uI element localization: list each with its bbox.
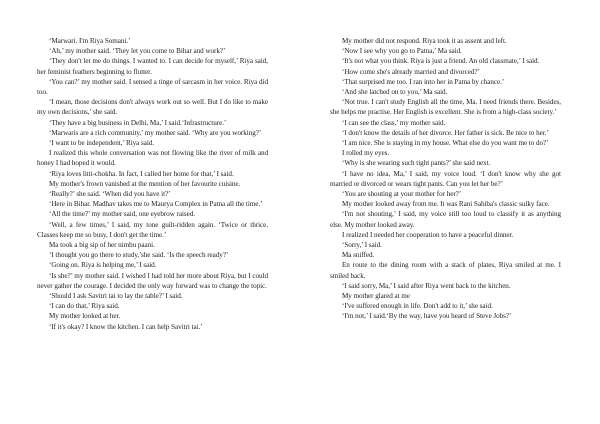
paragraph: ‘Marwaris are a rich community,’ my mother said. ‘Why are you working?’ [49,128,262,137]
paragraph: My mother's frown vanished at the mention of her favourite cuisine. [49,179,241,188]
paragraph: My mother looked at her. [49,312,121,321]
paragraph: ‘I've suffered enough in life. Don't add to it,’ she said. [342,302,493,311]
paragraph: My mother did not respond. Riya took it as assent and left. [342,37,507,45]
paragraph: ‘All the time?’ my mother said, one eyebrow raised. [49,210,196,219]
left-page [37,36,268,332]
paragraph: ‘I thought you go there to study,’she said. ‘Is the speech ready?’ [49,251,229,260]
paragraph: ‘Sorry,’ I said. [342,241,382,250]
paragraph: ‘I have no idea, Ma,’ I said, my voice loud. ‘I don't know why she got married or divorced or wears tight pants. Can you let her be?’ [330,169,561,188]
paragraph: ‘You are shouting at your mother for her?’ [342,190,462,199]
paragraph: ‘Going on. Riya is helping me,’ I said. [49,261,157,270]
paragraph: ‘Why is she wearing such tight pants?’ she said next. [342,159,491,168]
paragraph: En route to the dining room with a stack of plates, Riya smiled at me. I smiled back. [330,261,561,280]
paragraph: ‘I am nice. She is staying in my house. What else do you want me to do?’ [342,139,549,148]
paragraph: Ma took a big sip of her nimbu paani. [49,241,155,250]
paragraph: ‘Not true. I can't study English all the time, Ma. I need friends there. Besides, she helps me practise. Her English is excellent. She is from a high-class society.’ [330,98,561,117]
paragraph: ‘I don't know the details of her divorce. Her father is sick. Be nice to her.’ [342,128,549,137]
right-page [330,36,561,322]
paragraph: Ma sniffed. [342,251,375,260]
paragraph: ‘Should I ask Savitri tai to lay the table?’ I said. [49,292,183,301]
paragraph: ‘Is she?’ my mother said. I wished I had told her more about Riya, but I could never gather the courage. I decided the only way forward was to change the topic. [37,271,268,290]
paragraph: ‘How come she's already married and divorced?’ [342,67,480,76]
paragraph: ‘That surprised me too. I ran into her in Patna by chance.’ [342,77,505,86]
paragraph: ‘I'm not shouting,’ I said, my voice still too loud to classify it as anything else. My mother looked away. [330,210,561,229]
paragraph: ‘I mean, those decisions don't always work out so well. But I do like to make my own decisions,’ she said. [37,98,268,117]
paragraph: My mother looked away from me. It was Rani Sahiba's classic sulky face. [342,200,550,209]
paragraph: I rolled my eyes. [342,149,390,158]
paragraph: ‘If it's okay? I know the kitchen. I can help Savitri tai.’ [49,322,203,331]
paragraph: ‘They don't let me do things. I wanted to. I can decide for myself,’ Riya said, her feminist feathers beginning to flutter. [37,57,268,76]
paragraph: I realized I needed her cooperation to have a peaceful dinner. [342,230,514,239]
paragraph: ‘Riya loves litti-chokha. In fact, I called her home for that,’ I said. [49,169,234,178]
paragraph: ‘I can do that,’ Riya said. [49,302,120,311]
paragraph: ‘Really?’ she said. ‘When did you have it?’ [49,190,171,199]
paragraph: My mother glared at me [342,292,410,301]
paragraph: ‘I said sorry, Ma,’ I said after Riya went back to the kitchen. [342,281,511,290]
paragraph: ‘Now I see why you go to Patna,’ Ma said. [342,47,462,56]
paragraph: ‘I can see the class,’ my mother said. [342,118,446,127]
paragraph: I realized this whole conversation was not flowing like the river of milk and honey I had hoped it would. [37,149,268,168]
paragraph: ‘Well, a few times,’ I said, my tone guilt-ridden again. ‘Twice or thrice. Classes keep me so busy, I don't get the time.’ [37,220,268,239]
paragraph: ‘You can?’ my mother said. I sensed a tinge of sarcasm in her voice. Riya did too. [37,77,268,97]
paragraph: ‘And she latched on to you,’ Ma said. [342,88,448,97]
paragraph: ‘It's not what you think. Riya is just a friend. An old classmate,’ I said. [342,57,540,66]
paragraph: ‘Marwari. I'm Riya Somani.’ [49,37,131,45]
paragraph: ‘They have a big business in Delhi, Ma,’ I said.‘Infrastructure.’ [49,118,227,127]
paragraph: ‘I'm not,’ I said.‘By the way, have you heard of Steve Jobs?’ [342,312,512,321]
paragraph: ‘Here in Bihar. Madhav takes me to Maurya Complex in Patna all the time.’ [49,200,263,209]
paragraph: ‘I want to be independent,’ Riya said. [49,139,155,148]
paragraph: ‘Ah,’ my mother said. ‘They let you come to Bihar and work?’ [49,47,226,56]
